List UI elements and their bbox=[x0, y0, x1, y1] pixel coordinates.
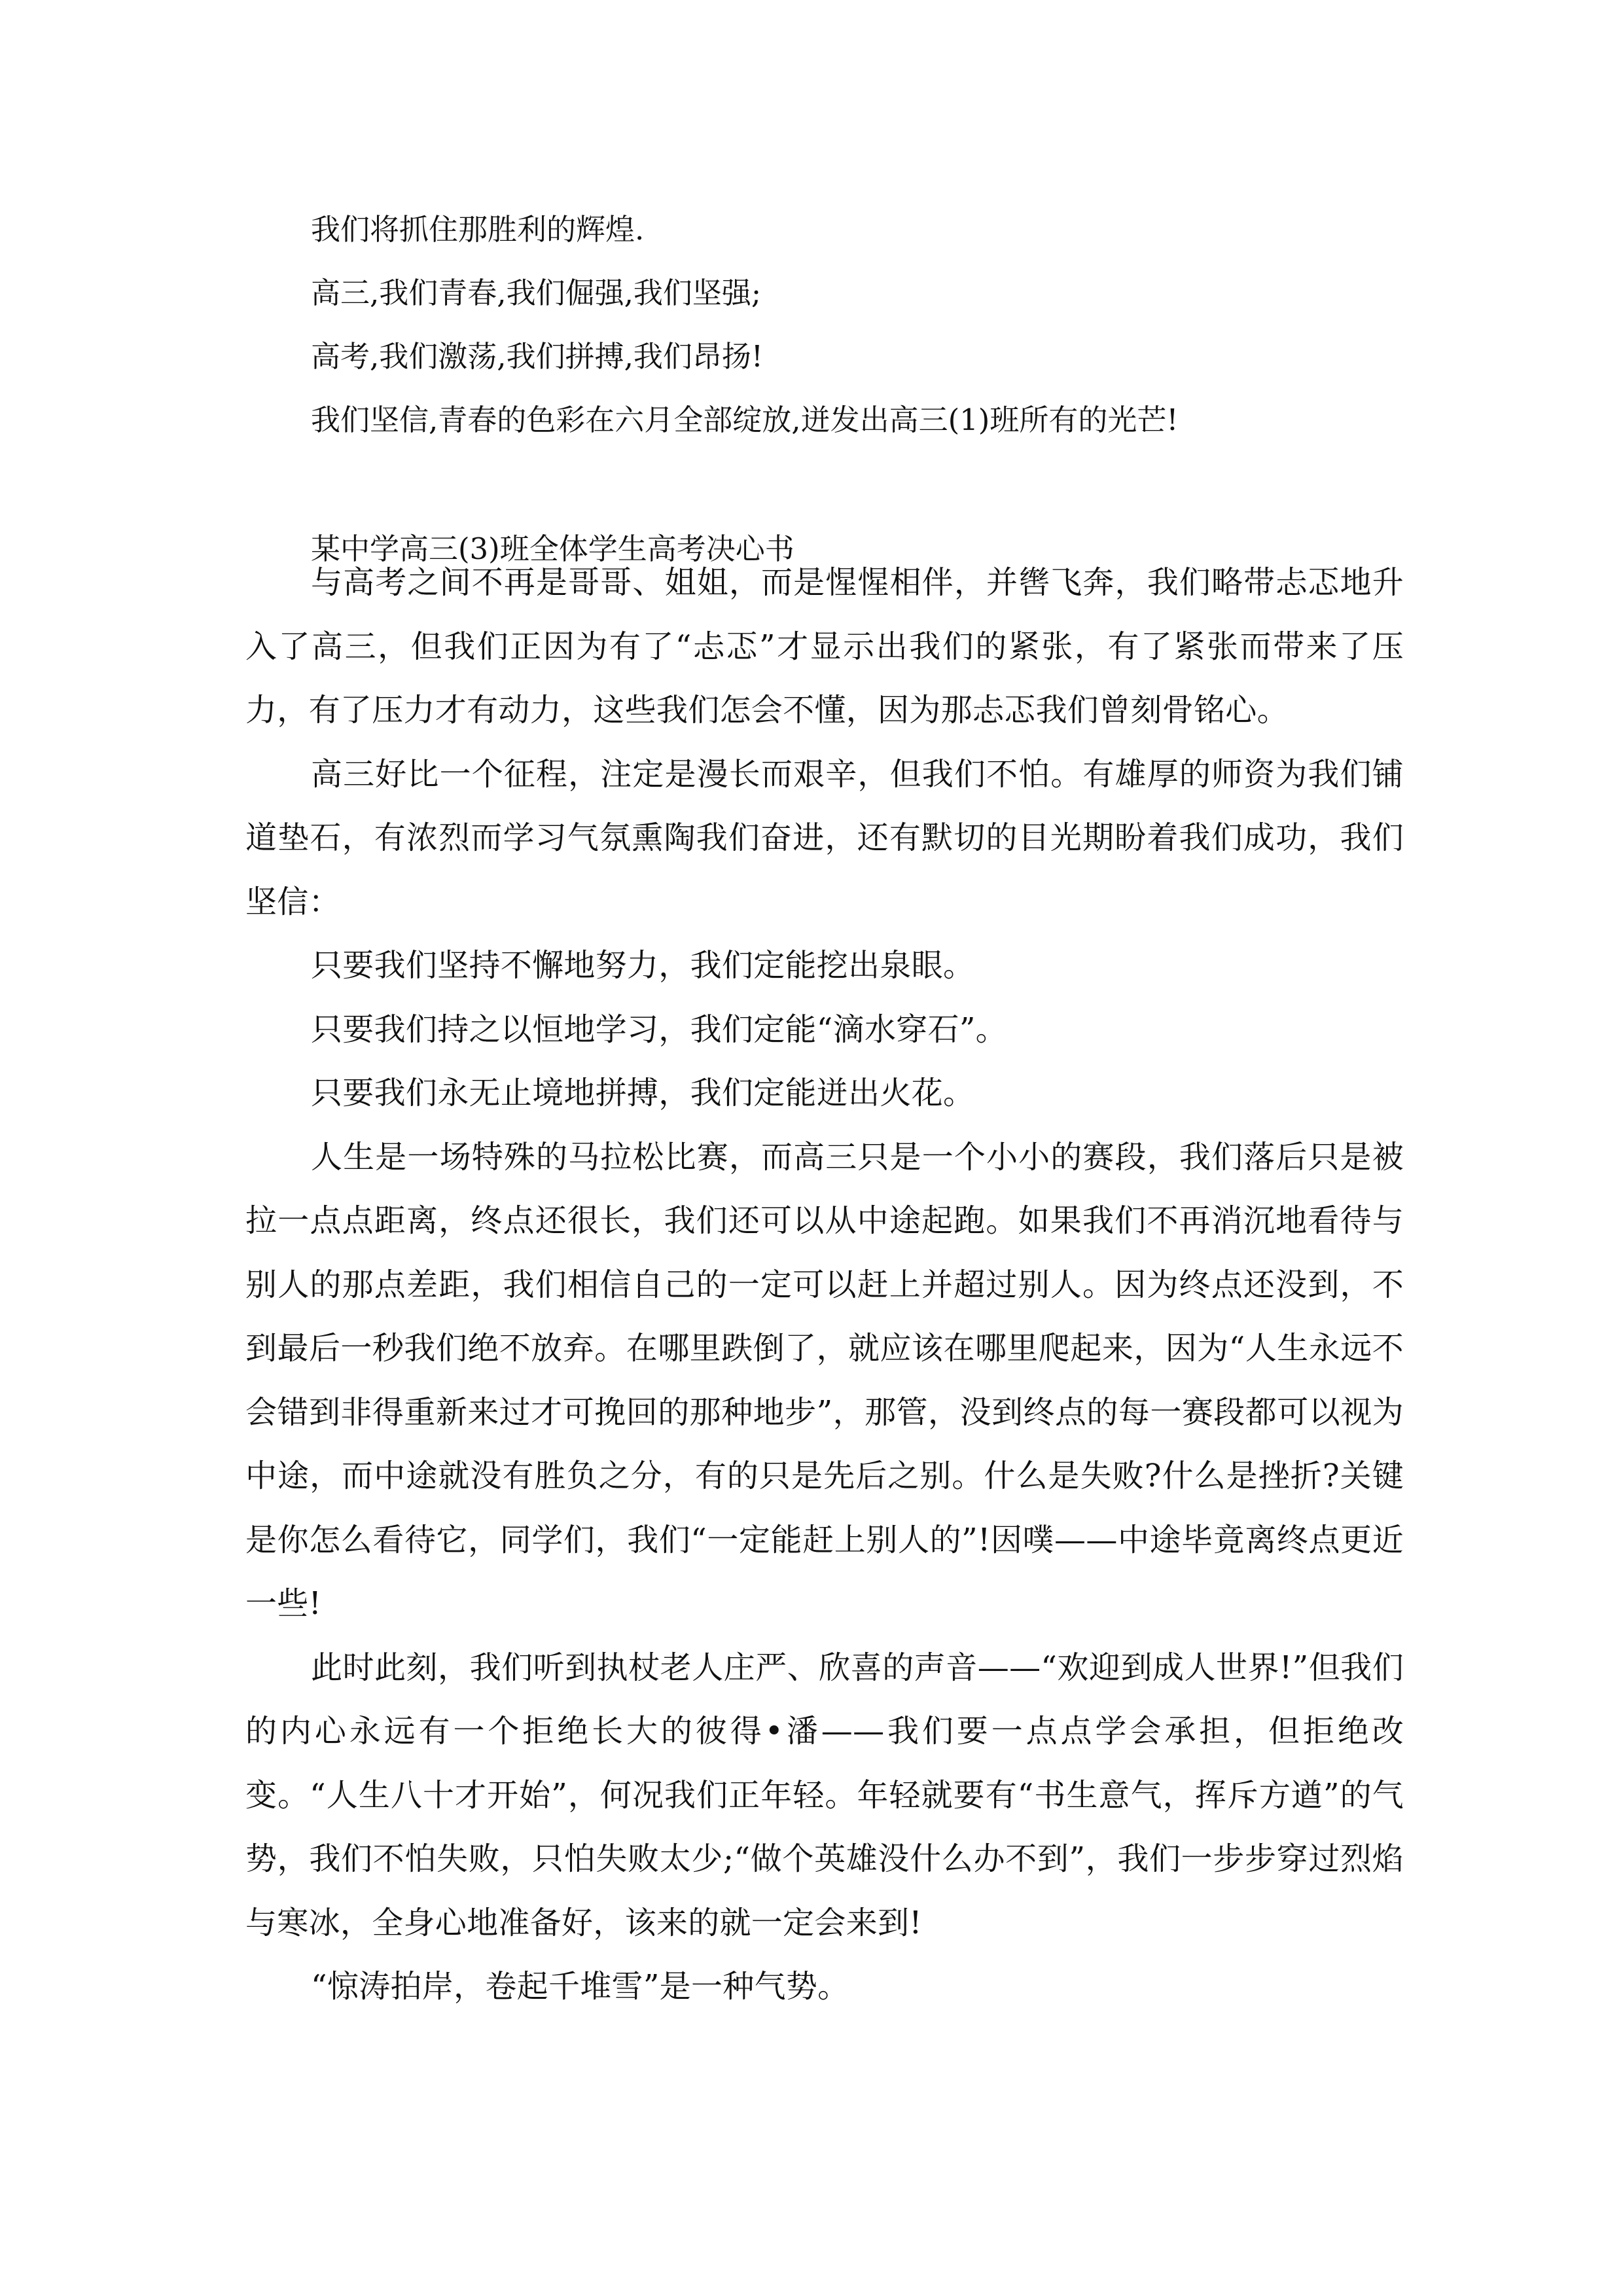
paragraph: 高三好比一个征程，注定是漫长而艰辛，但我们不怕。有雄厚的师资为我们铺道垫石，有浓烈而学习气氛熏陶我们奋进，还有默切的目光期盼着我们成功，我们坚信： bbox=[245, 755, 1404, 920]
paragraph: “惊涛拍岸，卷起千堆雪”是一种气势。 bbox=[311, 1968, 849, 2005]
paragraph: 与高考之间不再是哥哥、姐姐，而是惺惺相伴，并辔飞奔，我们略带忐忑地升入了高三，但我们正因为有了“忐忑”才显示出我们的紧张，有了紧张而带来了压力，有了压力才有动力，这些我们怎会不懂，因为那忐忑我们曾刻骨铭心。 bbox=[245, 564, 1404, 728]
paragraph: 只要我们坚持不懈地努力，我们定能挖出泉眼。 bbox=[311, 947, 975, 984]
poem-line: 我们将抓住那胜利的辉煌. bbox=[311, 212, 645, 247]
letter-body bbox=[245, 551, 1404, 2019]
paragraph: 只要我们持之以恒地学习，我们定能“滴水穿石”。 bbox=[311, 1011, 1007, 1048]
paragraph: 人生是一场特殊的马拉松比赛，而高三只是一个小小的赛段，我们落后只是被拉一点点距离，终点还很长，我们还可以从中途起跑。如果我们不再消沉地看待与别人的那点差距，我们相信自己的一定可以赶上并超过别人。因为终点还没到，不到最后一秒我们绝不放弃。在哪里跌倒了，就应该在哪里爬起来，因为“人生永远不会错到非得重新来过才可挽回的那种地步”，那管，没到终点的每一赛段都可以视为中途，而中途就没有胜负之分，有的只是先后之别。什么是失败?什么是挫折?关键是你怎么看待它，同学们，我们“一定能赶上别人的”!因噗——中途毕竟离终点更近一些! bbox=[245, 1138, 1404, 1622]
letter-title: 某中学高三(3)班全体学生高考决心书 bbox=[311, 531, 794, 566]
poem-line: 高考,我们激荡,我们拼搏,我们昂扬! bbox=[311, 339, 763, 374]
poem-line: 高三,我们青春,我们倔强,我们坚强; bbox=[311, 276, 762, 310]
paragraph: 此时此刻，我们听到执杖老人庄严、欣喜的声音——“欢迎到成人世界!”但我们的内心永远有一个拒绝长大的彼得•潘——我们要一点点学会承担，但拒绝改变。“人生八十才开始”，何况我们正年轻。年轻就要有“书生意气，挥斥方遒”的气势，我们不怕失败，只怕失败太少;“做个英雄没什么办不到”，我们一步步穿过烈焰与寒冰，全身心地准备好，该来的就一定会来到! bbox=[245, 1649, 1404, 1941]
paragraph: 只要我们永无止境地拼搏，我们定能迸出火花。 bbox=[311, 1075, 975, 1111]
poem-line: 我们坚信,青春的色彩在六月全部绽放,迸发出高三(1)班所有的光芒! bbox=[311, 403, 1179, 437]
poem-section bbox=[245, 198, 1404, 452]
